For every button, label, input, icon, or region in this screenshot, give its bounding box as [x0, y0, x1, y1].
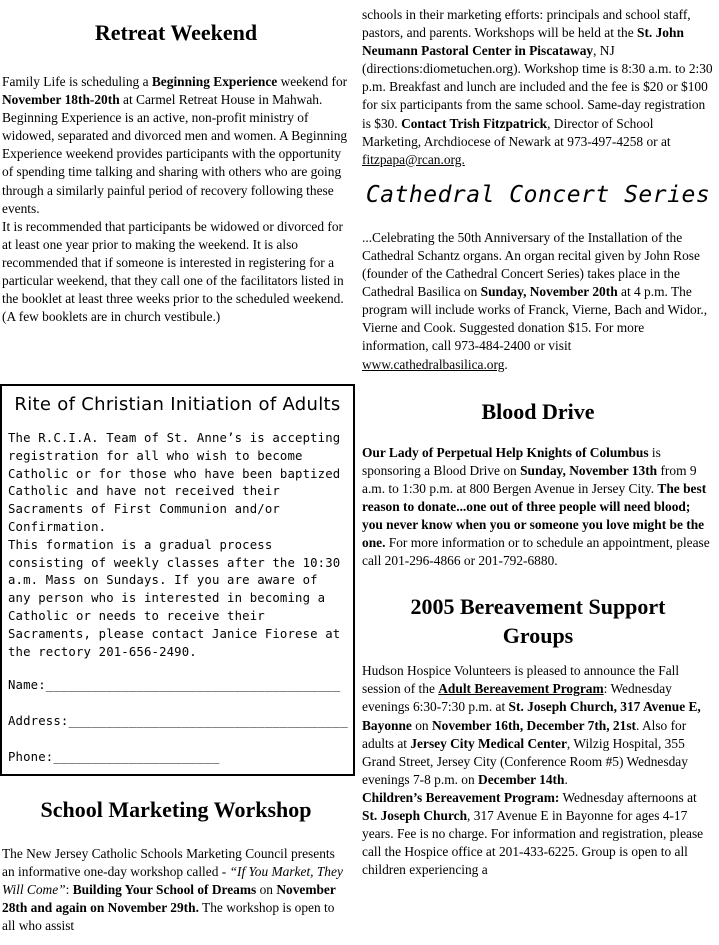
- name-label: Name:: [8, 678, 46, 693]
- bereavement-title: 2005 Bereavement Support Groups: [410, 594, 666, 649]
- rcia-title: Rite of Christian Initiation of Adults: [14, 394, 341, 415]
- rcia-form: [2, 677, 353, 766]
- retreat-paragraph-1: Family Life is scheduling a Beginning Experience weekend for November 18th-20th at Carmel Retreat House in Mahwah.: [2, 74, 348, 108]
- name-field-row[interactable]: Name:_______________________________________: [8, 678, 341, 693]
- rcia-box: [0, 384, 355, 776]
- concert-paragraph: ...Celebrating the 50th Anniversary of the Installation of the Cathedral Schantz organs. An organ recital given by John Rose (founder of the Cathedral Concert Series) takes place in the Cathedral Basilica on Sunday, November 20th at 4 p.m. The program will include works of Franck, Vierne, Bach and Widor., Vierne and Cook. Suggested donation $15. For more information, call 973-484-2400 or visit www.cathedralbasilica.org.: [362, 229, 708, 372]
- address-field-row[interactable]: Address:_____________________________________: [8, 714, 348, 729]
- retreat-paragraph-3: It is recommended that participants be widowed or divorced for at least one year prior to making the weekend. It is also recommended that if someone is interested in registering for a particular weekend, that they call one of the facilitators listed in the booklet at least three weeks prior to the scheduled weekend. (A few booklets are in church vestibule.): [2, 218, 344, 325]
- marketing-title: School Marketing Workshop: [40, 797, 312, 822]
- blood-drive-paragraph: Our Lady of Perpetual Help Knights of Columbus is sponsoring a Blood Drive on Sunday, November 13th from 9 a.m. to 1:30 p.m. at 800 Bergen Avenue in Jersey City. The best reason to donate...one out of three people will need blood; you never know when you or someone you love might be the one. For more information or to schedule an appointment, please call 201-296-4866 or 201-792-6880.: [362, 444, 710, 569]
- retreat-title: Retreat Weekend: [94, 20, 258, 45]
- marketing-paragraph-1: The New Jersey Catholic Schools Marketing Council presents an informative one-day workshop called - “If You Market, They Will Come”: Building Your School of Dreams on November 28th and again on November 29th. The workshop is open to all who assist: [2, 846, 343, 934]
- concert-title: Cathedral Concert Series: [365, 181, 711, 208]
- rcia-paragraph-1: The R.C.I.A. Team of St. Anne’s is accepting registration for all who wish to become Catholic or for those who have been baptized Catholic and have not received their Sacraments of First Communion and/or Confirmation.: [8, 431, 341, 534]
- address-label: Address:: [8, 714, 69, 729]
- retreat-paragraph-2: Beginning Experience is an active, non-profit ministry of widowed, separated and divorced men and women. A Beginning Experience weekend provides participants with the opportunity of spending time talking and sharing with others who are going through a similarly painful period of recovery following these events.: [2, 110, 348, 216]
- bereavement-paragraph-1: Hudson Hospice Volunteers is pleased to announce the Fall session of the Adult Bereavement Program: Wednesday evenings 6:30-7:30 p.m. at St. Joseph Church, 317 Avenue E, Bayonne on November 16th, December 7th, 21st. Also for adults at Jersey City Medical Center, Wilzig Hospital, 355 Grand Street, Jersey City (Conference Room #5) Wednesday evenings 7-8 p.m. on December 14th.: [362, 663, 701, 787]
- concert-website-link[interactable]: www.cathedralbasilica.org: [362, 356, 505, 372]
- bereavement-paragraph-2: Children’s Bereavement Program: Wednesday afternoons at St. Joseph Church, 317 Avenue E in Bayonne for ages 4-17 years. Fee is no charge. For information and registration, please call the Hospice office at 201-433-6225. Group is open to all children experiencing a: [362, 789, 704, 878]
- phone-label: Phone:: [8, 749, 54, 764]
- blood-drive-title: Blood Drive: [481, 398, 595, 424]
- marketing-paragraph-2: schools in their marketing efforts: principals and school staff, pastors, and parents. Workshops will be held at the St. John Neumann Pastoral Center in Piscataway, NJ (directions:diometuchen.org). Workshop time is 8:30 a.m. to 2:30 p.m. Breakfast and lunch are included and the fee is $20 or $100 for six participants from the same school. Same-day registration is $30. Contact Trish Fitzpatrick, Director of School Marketing, Archdiocese of Newark at 973-497-4258 or at fitzpapa@rcan.org.: [362, 7, 713, 167]
- phone-field-row[interactable]: Phone:______________________: [8, 749, 220, 764]
- left-column: [2, 0, 350, 326]
- marketing-section: [2, 797, 350, 935]
- marketing-email-link[interactable]: fitzpapa@rcan.org.: [362, 151, 465, 167]
- right-column: [362, 6, 714, 879]
- retreat-section: [2, 20, 350, 326]
- rcia-paragraph-2: This formation is a gradual process consisting of weekly classes after the 10:30 a.m. Mass on Sundays. If you are aware of any person who is interested in becoming a Catholic or needs to receive their Sacraments, please contact Janice Fiorese at the rectory 201-656-2490.: [8, 537, 341, 659]
